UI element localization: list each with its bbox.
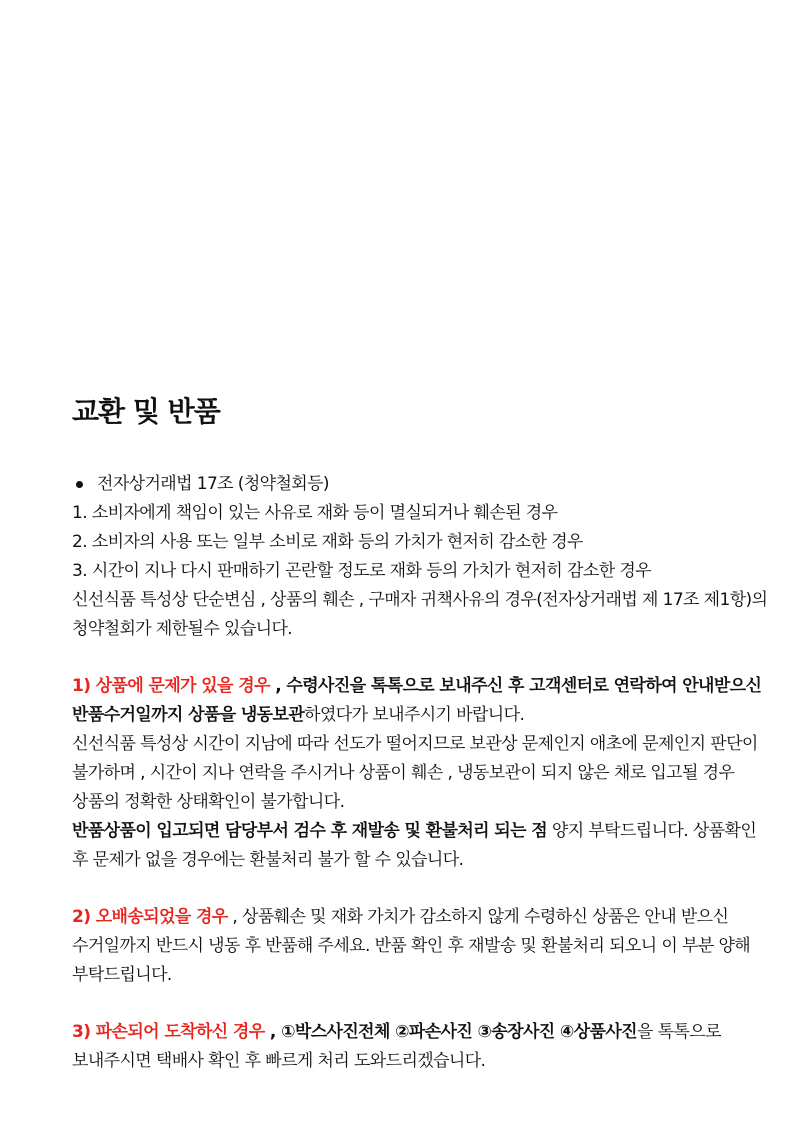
law-section — [72, 470, 772, 644]
section1-tail-line — [72, 817, 772, 875]
section2-line — [72, 903, 772, 990]
section-misdelivery — [72, 903, 772, 990]
section3-heading: 3) 파손되어 도착하신 경우 — [72, 1022, 265, 1042]
exchange-return-document — [72, 394, 772, 1076]
law-item-2: 2. 소비자의 사용 또는 일부 소비로 재화 등의 가치가 현저히 감소한 경우 — [72, 532, 583, 552]
section1-bold-text: , 수령사진을 톡톡으로 보내주신 후 고객센터로 연락하여 안내받으신 반품수거일까지 상품을 냉동보관 — [72, 676, 762, 725]
section3-bold-text: , ①박스사진전체 ②파손사진 ③송장사진 ④상품사진 — [264, 1022, 637, 1042]
law-note: 신선식품 특성상 단순변심 , 상품의 훼손 , 구매자 귀책사유의 경우(전자상거래법 제 17조 제1항)의 청약철회가 제한될수 있습니다. — [72, 590, 768, 639]
law-item-3: 3. 시간이 지나 다시 판매하기 곤란할 정도로 재화 등의 가치가 현저히 감소한 경우 — [72, 561, 651, 581]
section1-lead — [72, 672, 772, 730]
law-item-1: 1. 소비자에게 책임이 있는 사유로 재화 등이 멸실되거나 훼손된 경우 — [72, 503, 558, 523]
section1-tail: 양지 부탁드립니다. 상품확인 후 문제가 없을 경우에는 환불처리 불가 할 수 있습니다. — [72, 821, 757, 870]
section3-line — [72, 1018, 772, 1076]
section-defective-product — [72, 672, 772, 875]
section-damaged-arrival — [72, 1018, 772, 1076]
section2-heading: 2) 오배송되었을 경우 — [72, 907, 228, 927]
section1-bold-tail: 반품상품이 입고되면 담당부서 검수 후 재발송 및 환불처리 되는 점 — [72, 821, 548, 841]
section1-heading: 1) 상품에 문제가 있을 경우 — [72, 676, 270, 696]
bullet-dot-icon — [76, 481, 83, 488]
law-bullet-text: 전자상거래법 17조 (청약철회등) — [97, 474, 329, 494]
law-bullet-line — [72, 470, 772, 499]
page-title: 교환 및 반품 — [72, 395, 220, 428]
section1-paragraph: 신선식품 특성상 시간이 지남에 따라 선도가 떨어지므로 보관상 문제인지 애초에 문제인지 판단이 불가하며 , 시간이 지나 연락을 주시거나 상품이 훼손 , 냉동보관이 되지 않은 채로 입고될 경우 상품의 정확한 상태확인이 불가합니다. — [72, 734, 758, 812]
section1-normal-text: 하였다가 보내주시기 바랍니다. — [304, 705, 525, 725]
section2-text: , 상품훼손 및 재화 가치가 감소하지 않게 수령하신 상품은 안내 받으신 수거일까지 반드시 냉동 후 반품해 주세요. 반품 확인 후 재발송 및 환불처리 되오니 이 부분 양해 부탁드립니다. — [72, 907, 751, 985]
section3-text: 을 톡톡으로 보내주시면 택배사 확인 후 빠르게 처리 도와드리겠습니다. — [72, 1022, 721, 1071]
